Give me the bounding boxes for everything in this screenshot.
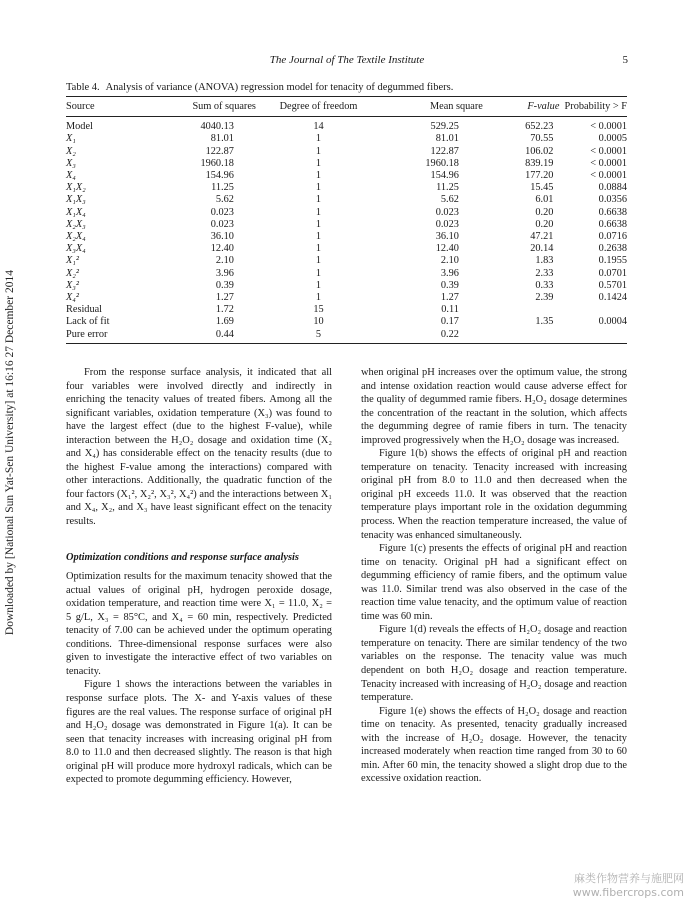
probability-cell: < 0.0001 (590, 145, 627, 157)
degree-of-freedom-cell: 1 (315, 218, 322, 230)
table-caption-label: Table 4. (66, 82, 100, 93)
mean-square-cell: 0.023 (435, 218, 459, 230)
probability-cell: 0.6638 (598, 206, 627, 218)
sum-of-squares-cell: 0.39 (215, 279, 234, 291)
f-value-cell: 2.39 (535, 292, 554, 304)
degree-of-freedom-cell: 1 (315, 231, 322, 243)
source-cell: X₁ (66, 133, 76, 145)
mean-square-cell: 2.10 (440, 255, 459, 267)
degree-of-freedom-cell: 1 (315, 243, 322, 255)
probability-cell: 0.1424 (598, 292, 627, 304)
f-value-cell (483, 304, 562, 316)
f-value-cell: 0.20 (535, 218, 554, 230)
sum-of-squares-cell: 36.10 (210, 231, 234, 243)
mean-square-cell: 11.25 (436, 182, 459, 194)
degree-of-freedom-cell: 1 (315, 145, 322, 157)
paragraph: when original pH increases over the optimum value, the strong and intense oxidation reaction would cause adverse effect for the quality of degummed ramie fibers. H₂O₂ dosage determines the concentration of the reactant in the solution, which affects the degumming degree of ramie fibers in turn. The tenacity improved progressively when the H₂O₂ dosage was increased. (361, 367, 627, 446)
mean-square-cell: 1960.18 (425, 157, 459, 169)
table-row (66, 146, 627, 158)
sum-of-squares-cell: 1.72 (215, 304, 234, 316)
f-value-cell: 6.01 (535, 194, 554, 206)
f-value-cell: 47.21 (530, 231, 554, 243)
probability-cell (561, 329, 627, 344)
f-value-cell (483, 329, 562, 344)
page-number: 5 (622, 54, 628, 66)
journal-title: The Journal of The Textile Institute (269, 54, 425, 66)
probability-cell: 0.0004 (598, 316, 627, 328)
sum-of-squares-cell: 154.96 (205, 170, 234, 182)
source-cell: Pure error (66, 329, 130, 344)
header-f-value: F-value (483, 97, 562, 117)
degree-of-freedom-cell: 5 (266, 329, 371, 344)
source-cell: X₁X₃ (66, 194, 86, 206)
mean-square-cell: 154.96 (430, 170, 459, 182)
f-value-cell: 15.45 (530, 182, 554, 194)
source-cell: X₁² (66, 255, 79, 267)
paragraph: Figure 1(e) shows the effects of H₂O₂ dosage and reaction time on tenacity. As presented, tenacity gradually increased with the increase of H₂O₂ dosage. However, the tenacity increased moderately when reaction time ranged from 30 to 60 min. After 60 min, the tenacity showed a slight drop due to the excessive oxidation reaction. (361, 705, 627, 785)
degree-of-freedom-cell: 1 (315, 279, 322, 291)
sum-of-squares-cell: 0.023 (210, 218, 234, 230)
paragraph: Figure 1(c) presents the effects of original pH and reaction time on tenacity. Original pH had a significant effect on degumming efficiency of ramie fibers, and the optimum value was 11.0. Similar trend was also observed in the case of the reaction time value tenacity, and the optimum value of reaction time was 60 min. (361, 543, 627, 622)
f-value-cell: 20.14 (530, 243, 554, 255)
f-value-cell: 0.20 (535, 206, 554, 218)
header-degree-of-freedom: Degree of freedom (266, 97, 371, 117)
f-value-cell: 652.23 (525, 121, 554, 133)
paragraph: From the response surface analysis, it indicated that all four variables were involved directly and indirectly in enriching the tenacity values of treated fibers. Among all the significant variables, oxidation temperature (X₃) was found to have the largest effect (due to the highest F-value), while interaction between the H₂O₂ dosage and oxidation time (X₂ and X₄) has considerable effect on the tenacity results (due to the highest F-value among the interactions) compared with other interactions. Additionally, the quadratic function of the four factors (X₁², X₂², X₃², X₄²) and the interactions between X₁ and X₄, X₂, and X₃ have least significant effect on the tenacity results. (66, 367, 332, 528)
mean-square-cell: 0.17 (440, 316, 459, 328)
probability-cell: 0.2638 (598, 243, 627, 255)
table-row (66, 207, 627, 219)
table-row (66, 255, 627, 267)
f-value-cell: 177.20 (525, 170, 554, 182)
source-cell: Model (66, 121, 93, 133)
source-cell: X₄ (66, 170, 76, 182)
source-cell: X₂² (66, 267, 79, 279)
degree-of-freedom-cell: 1 (315, 206, 322, 218)
source-cell: X₂ (66, 145, 76, 157)
f-value-cell: 839.19 (525, 157, 554, 169)
sum-of-squares-cell: 3.96 (215, 267, 234, 279)
f-value-cell: 2.33 (535, 267, 554, 279)
site-watermark (573, 870, 684, 899)
mean-square-cell: 0.023 (435, 206, 459, 218)
source-cell: X₂X₃ (66, 218, 86, 230)
sum-of-squares-cell: 1.69 (215, 316, 234, 328)
degree-of-freedom-cell: 1 (315, 157, 322, 169)
degree-of-freedom-cell: 10 (313, 316, 324, 328)
degree-of-freedom-cell: 1 (315, 292, 322, 304)
table-row (66, 316, 627, 328)
probability-cell: 0.0716 (598, 231, 627, 243)
probability-cell: < 0.0001 (590, 121, 627, 133)
degree-of-freedom-cell: 15 (313, 304, 324, 316)
header-mean-square: Mean square (371, 97, 483, 117)
table-row (66, 219, 627, 231)
sum-of-squares-cell: 1960.18 (200, 157, 234, 169)
probability-cell (561, 304, 627, 316)
paragraph: Figure 1(d) reveals the effects of H₂O₂ dosage and reaction temperature on tenacity. There are similar tendency of the two variables on the response. The tenacity value was much dependent on both H₂O₂ dosage and reaction temperature. Tenacity increased with increasing of H₂O₂ dosage and reaction temperature. (361, 624, 627, 704)
mean-square-cell: 5.62 (440, 194, 459, 206)
source-cell: X₃ (66, 157, 76, 169)
table-row (66, 158, 627, 170)
mean-square-cell: 0.11 (441, 304, 459, 316)
degree-of-freedom-cell: 1 (315, 255, 322, 267)
mean-square-cell: 12.40 (435, 243, 459, 255)
table-header-row (66, 97, 627, 117)
source-cell: X₁X₂ (66, 182, 86, 194)
watermark-line-1: 麻类作物营养与施肥网 (574, 872, 684, 885)
f-value-cell: 1.35 (535, 316, 554, 328)
sum-of-squares-cell: 12.40 (210, 243, 234, 255)
table-row (66, 292, 627, 304)
probability-cell: 0.0005 (598, 133, 627, 145)
download-notice: Downloaded by [National Sun Yat-Sen University] at 16:16 27 December 2014 (4, 270, 16, 636)
table-row (66, 268, 627, 280)
table-row (66, 329, 627, 344)
source-cell: X₄² (66, 292, 79, 304)
probability-cell: 0.0701 (598, 267, 627, 279)
degree-of-freedom-cell: 1 (315, 182, 322, 194)
sum-of-squares-cell: 81.01 (210, 133, 234, 145)
header-source: Source (66, 97, 130, 117)
f-value-cell: 70.55 (530, 133, 554, 145)
table-caption-text: Analysis of variance (ANOVA) regression model for tenacity of degummed fibers. (105, 82, 454, 93)
left-column (66, 366, 332, 787)
table-row (66, 280, 627, 292)
table-body (66, 117, 627, 344)
table-row (66, 231, 627, 243)
f-value-cell: 1.83 (535, 255, 554, 267)
sum-of-squares-cell: 0.023 (210, 206, 234, 218)
f-value-cell: 106.02 (525, 145, 554, 157)
anova-table (66, 96, 627, 344)
table-row (66, 243, 627, 255)
paragraph: Optimization results for the maximum tenacity showed that the actual values of original pH, hydrogen peroxide dosage, oxidation temperature, and reaction time were X₁ = 11.0, X₂ = 5 g/L, X₃ = 85°C, and X₄ = 60 min, respectively. Predicted tenacity of 7.00 can be achieved under the optimum operating conditions. Three-dimensional response surfaces were also given to investigate the interactive effect of two variables on tenacity. (66, 571, 332, 677)
source-cell: X₃X₄ (66, 243, 86, 255)
mean-square-cell: 122.87 (430, 145, 459, 157)
probability-cell: 0.5701 (598, 279, 627, 291)
table-row (66, 304, 627, 316)
source-cell: X₂X₄ (66, 231, 86, 243)
sum-of-squares-cell: 0.44 (130, 329, 266, 344)
probability-cell: 0.1955 (598, 255, 627, 267)
source-cell: X₁X₄ (66, 206, 86, 218)
paragraph: Figure 1 shows the interactions between the variables in response surface plots. The X- and Y-axis values of these figures are the real values. The response surface of original pH and H₂O₂ dosage was demonstrated in Figure 1(a). It can be seen that tenacity increases with increasing original pH from 8.0 to 11.0 and then decreased slightly. The reason is that high original pH will produce more hydroxyl radicals, which can be expected to promote degumming efficiency. However, (66, 679, 332, 786)
mean-square-cell: 0.39 (440, 279, 459, 291)
table-row (66, 194, 627, 206)
paragraph: Figure 1(b) shows the effects of original pH and reaction temperature on tenacity. Tenacity increased with increasing original pH from 8.0 to 11.0 and then decreased when the original pH exceeds 11.0. It was observed that the reaction temperature plays important role in the oxidation degumming process. When the reaction temperature increased, the value of tenacity was enhanced simultaneously. (361, 448, 627, 541)
watermark-line-2: www.fibercrops.com (572, 886, 684, 899)
header-probability: Probability > F (561, 97, 627, 117)
mean-square-cell: 529.25 (430, 121, 459, 133)
header-sum-of-squares: Sum of squares (130, 97, 266, 117)
sum-of-squares-cell: 1.27 (215, 292, 234, 304)
table-row (66, 170, 627, 182)
mean-square-cell: 81.01 (435, 133, 459, 145)
f-value-cell: 0.33 (535, 279, 554, 291)
source-cell: Residual (66, 304, 103, 316)
probability-cell: 0.0884 (598, 182, 627, 194)
table-row (66, 133, 627, 145)
sum-of-squares-cell: 122.87 (205, 145, 234, 157)
degree-of-freedom-cell: 1 (315, 133, 322, 145)
probability-cell: < 0.0001 (590, 170, 627, 182)
degree-of-freedom-cell: 1 (315, 170, 322, 182)
mean-square-cell: 1.27 (440, 292, 459, 304)
degree-of-freedom-cell: 1 (315, 194, 322, 206)
degree-of-freedom-cell: 1 (315, 267, 322, 279)
source-cell: Lack of fit (66, 316, 110, 328)
mean-square-cell: 36.10 (435, 231, 459, 243)
probability-cell: < 0.0001 (590, 157, 627, 169)
source-cell: X₃² (66, 279, 79, 291)
sum-of-squares-cell: 5.62 (215, 194, 234, 206)
table-row (66, 117, 627, 134)
table-caption (66, 82, 453, 93)
sum-of-squares-cell: 4040.13 (200, 121, 234, 133)
section-heading: Optimization conditions and response surface analysis (66, 551, 299, 563)
probability-cell: 0.0356 (598, 194, 627, 206)
mean-square-cell: 3.96 (440, 267, 459, 279)
sum-of-squares-cell: 2.10 (215, 255, 234, 267)
right-column (361, 366, 627, 786)
probability-cell: 0.6638 (598, 218, 627, 230)
table-row (66, 182, 627, 194)
degree-of-freedom-cell: 14 (313, 121, 324, 133)
sum-of-squares-cell: 11.25 (211, 182, 234, 194)
mean-square-cell: 0.22 (371, 329, 483, 344)
